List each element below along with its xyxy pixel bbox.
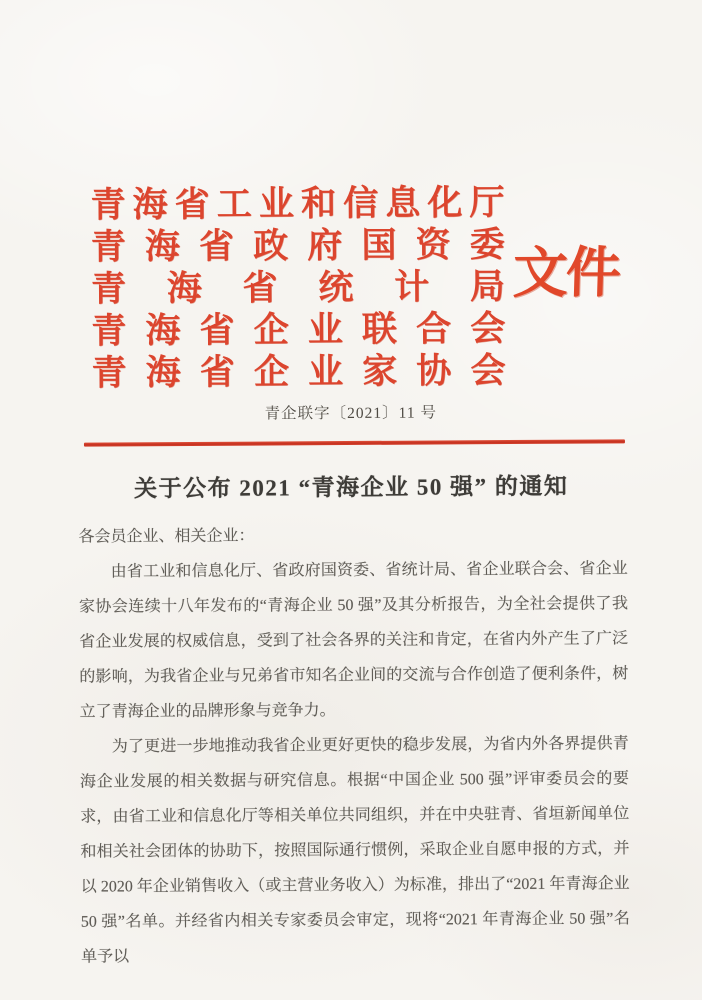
issuer-line-4: 青 海 省 企 业 联 合 会 xyxy=(91,308,506,351)
letterhead-divider-rule xyxy=(84,439,625,446)
issuer-line-3: 青 海 省 统 计 局 xyxy=(90,266,506,309)
salutation: 各会员企业、相关企业： xyxy=(78,527,255,546)
body-paragraph-1: 由省工业和信息化厅、省政府国资委、省统计局、省企业联合会、省企业家协会连续十八年发布的“青海企业 50 强”及其分析报告，为全社会提供了我省企业发展的权威信息，受到了社会各界的关注和肯定，在省内外产生了广泛的影响，为我省企业与兄弟省市知名企业间的交流与合作创造了便利条件，树立了青海企业的品牌形象与竞争力。 xyxy=(78,560,629,721)
issuer-line-1: 青 海 省 工 业 和 信 息 化 厅 xyxy=(90,182,505,225)
letterhead-issuers xyxy=(90,181,505,394)
notice-title: 关于公布 2021 “青海企业 50 强” 的通知 xyxy=(134,473,569,502)
doc-type-label: 文件 xyxy=(512,242,620,305)
issuer-line-5: 青 海 省 企 业 家 协 会 xyxy=(91,350,506,393)
issuer-line-2: 青 海 省 政 府 国 资 委 xyxy=(90,224,505,267)
doc-number: 青企联字〔2021〕11 号 xyxy=(264,404,437,423)
notice-body xyxy=(78,516,630,974)
body-paragraph-2: 为了更进一步地推动我省企业更好更快的稳步发展，为省内外各界提供青海企业发展的相关数据与研究信息。根据“中国企业 500 强”评审委员会的要求，由省工业和信息化厅等相关单位共同组织，并在中央驻青、省垣新闻单位和相关社会团体的协助下，按照国际通行惯例，采取企业自愿申报的方式，并以 2020 年企业销售收入（或主营业务收入）为标准，排出了“2021 年青海企业 50 强”名单。并经省内相关专家委员会审定，现将“2021 年青海企业 50 强”名单予以 xyxy=(79,735,630,966)
